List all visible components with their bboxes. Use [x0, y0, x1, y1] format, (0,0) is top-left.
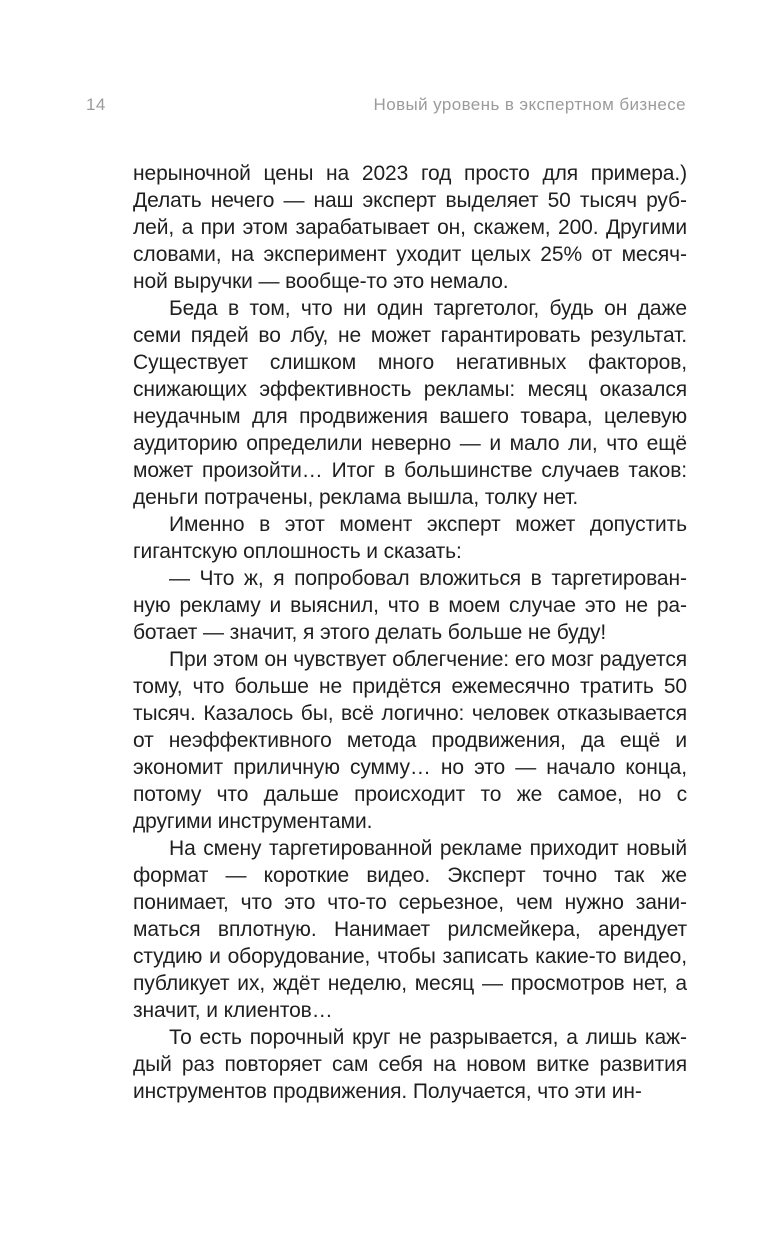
- running-head: Новый уровень в экспертном бизнесе: [373, 95, 686, 114]
- page-header: [86, 95, 686, 115]
- paragraph: Именно в этот момент эксперт может допустить гигантскую оплошность и сказать:: [133, 513, 687, 563]
- page-number: 14: [86, 95, 106, 114]
- paragraph: При этом он чувствует облегчение: его мозг радуется тому, что больше не придётся ежемесячно тратить 50 тысяч. Казалось бы, всё логично: человек отказывается от неэффективного метода продвижения, да ещё и экономит приличную сумму… но это — начало конца, потому что дальше происходит то же самое, но с другими инструментами.: [133, 648, 687, 833]
- body-text: [133, 160, 687, 1105]
- paragraph: нерыночной цены на 2023 год просто для примера.) Делать нечего — наш эксперт выделяет 50 тысяч рублей, а при этом зарабатывает он, скажем, 200. Другими словами, на эксперимент уходит целых 25% от месячной выручки — вообще-то это немало.: [133, 162, 687, 293]
- paragraph: — Что ж, я попробовал вложиться в таргетированную рекламу и выяснил, что в моем случае это не работает — значит, я этого делать больше не буду!: [133, 567, 687, 644]
- paragraph: То есть порочный круг не разрывается, а лишь каждый раз повторяет сам себя на новом витке развития инструментов продвижения. Получается, что эти ин-: [133, 1026, 687, 1103]
- paragraph: На смену таргетированной рекламе приходит новый формат — короткие видео. Эксперт точно так же понимает, что это что-то серьезное, чем нужно заниматься вплотную. Нанимает рилсмейкера, арендует студию и оборудование, чтобы записать какие-то видео, публикует их, ждёт неделю, месяц — просмотров нет, а значит, и клиентов…: [133, 837, 687, 1022]
- paragraph: Беда в том, что ни один таргетолог, будь он даже семи пядей во лбу, не может гарантировать результат. Существует слишком много негативных факторов, снижающих эффективность рекламы: месяц оказался неудачным для продвижения вашего товара, целевую аудиторию определили неверно — и мало ли, что ещё может произойти… Итог в большинстве случаев таков: деньги потрачены, реклама вышла, толку нет.: [133, 297, 687, 509]
